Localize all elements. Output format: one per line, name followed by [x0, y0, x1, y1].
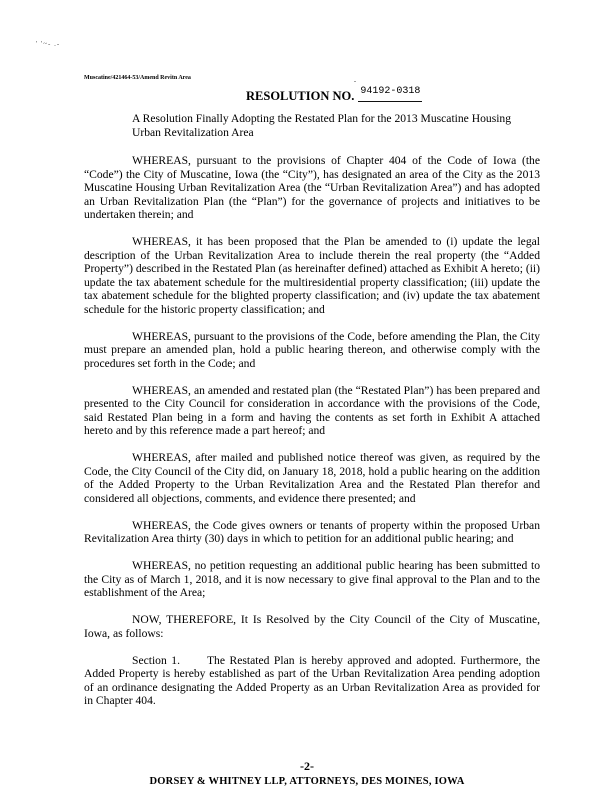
- paragraph-text: Section 1. The Restated Plan is hereby approved and adopted. Furthermore, the Added Property is hereby established as part of the Urban Revitalization Area pending adoption of an ordinance designating the Added Property as an Urban Revitalization Area as provided for in Chapter 404.: [84, 653, 540, 707]
- paragraph: [84, 235, 540, 316]
- paragraph: [84, 654, 540, 708]
- paragraph-text: WHEREAS, an amended and restated plan (the “Restated Plan”) has been prepared and presented to the City Council for consideration in accordance with the provisions of the Code, said Restated Plan being in a form and having the contents as set forth in Exhibit A attached hereto and by this reference made a part hereof; and: [84, 383, 540, 437]
- resolution-title-row: [246, 88, 614, 104]
- paragraph: [84, 559, 540, 600]
- resolution-number: 94192-0318: [358, 86, 422, 102]
- page-footer: [0, 749, 614, 788]
- paragraph-text: WHEREAS, it has been proposed that the Plan be amended to (i) update the legal description of the Urban Revitalization Area to include therein the real property (the “Added Property”) described in the Restated Plan (as hereinafter defined) attached as Exhibit A hereto; (ii) update the tax abatement schedule for the multiresidential property classification; (iii) update the tax abatement schedule for the blighted property classification; and (iv) update the tax abatement schedule for the historic property classification; and: [84, 235, 540, 316]
- paragraph-text: WHEREAS, no petition requesting an additional public hearing has been submitted to the City as of March 1, 2018, and it is now necessary to give final approval to the Plan and to the establishment of the Area;: [84, 559, 540, 599]
- paragraph: [84, 330, 540, 371]
- file-reference: Muscatine/421464-53/Amend Revitn Area: [84, 75, 191, 81]
- paragraph: [84, 154, 540, 222]
- resolution-body: [84, 154, 540, 721]
- footer-firm: DORSEY & WHITNEY LLP, ATTORNEYS, DES MOINES, IOWA: [149, 776, 465, 787]
- resolution-title: RESOLUTION NO.: [246, 89, 355, 103]
- paragraph: [84, 613, 540, 640]
- page-number: -2-: [300, 759, 314, 773]
- paragraph: [84, 451, 540, 505]
- scan-dot: .: [354, 75, 356, 84]
- scan-mark: ' '~- .-: [36, 40, 61, 48]
- paragraph: [84, 384, 540, 438]
- resolution-subtitle: A Resolution Finally Adopting the Restated Plan for the 2013 Muscatine Housing Urban Revitalization Area: [132, 112, 512, 139]
- paragraph: [84, 519, 540, 546]
- paragraph-text: WHEREAS, pursuant to the provisions of Chapter 404 of the Code of Iowa (the “Code”) the City of Muscatine, Iowa (the “City”), has designated an area of the City as the 2013 Muscatine Housing Urban Revitalization Area (the “Urban Revitalization Area”) and has adopted an Urban Revitalization Plan (the “Plan”) for the governance of projects and initiatives to be undertaken therein; and: [84, 154, 540, 221]
- paragraph-text: WHEREAS, after mailed and published notice thereof was given, as required by the Code, the City Council of the City did, on January 18, 2018, hold a public hearing on the addition of the Added Property to the Urban Revitalization Area and the Restated Plan therefor and considered all objections, comments, and evidence there presented; and: [84, 451, 540, 505]
- paragraph-text: WHEREAS, the Code gives owners or tenants of property within the proposed Urban Revitalization Area thirty (30) days in which to petition for an additional public hearing; and: [84, 518, 540, 545]
- paragraph-text: NOW, THEREFORE, It Is Resolved by the City Council of the City of Muscatine, Iowa, as follows:: [84, 613, 540, 640]
- paragraph-text: WHEREAS, pursuant to the provisions of the Code, before amending the Plan, the City must prepare an amended plan, hold a public hearing thereon, and otherwise comply with the procedures set forth in the Code; and: [84, 329, 540, 370]
